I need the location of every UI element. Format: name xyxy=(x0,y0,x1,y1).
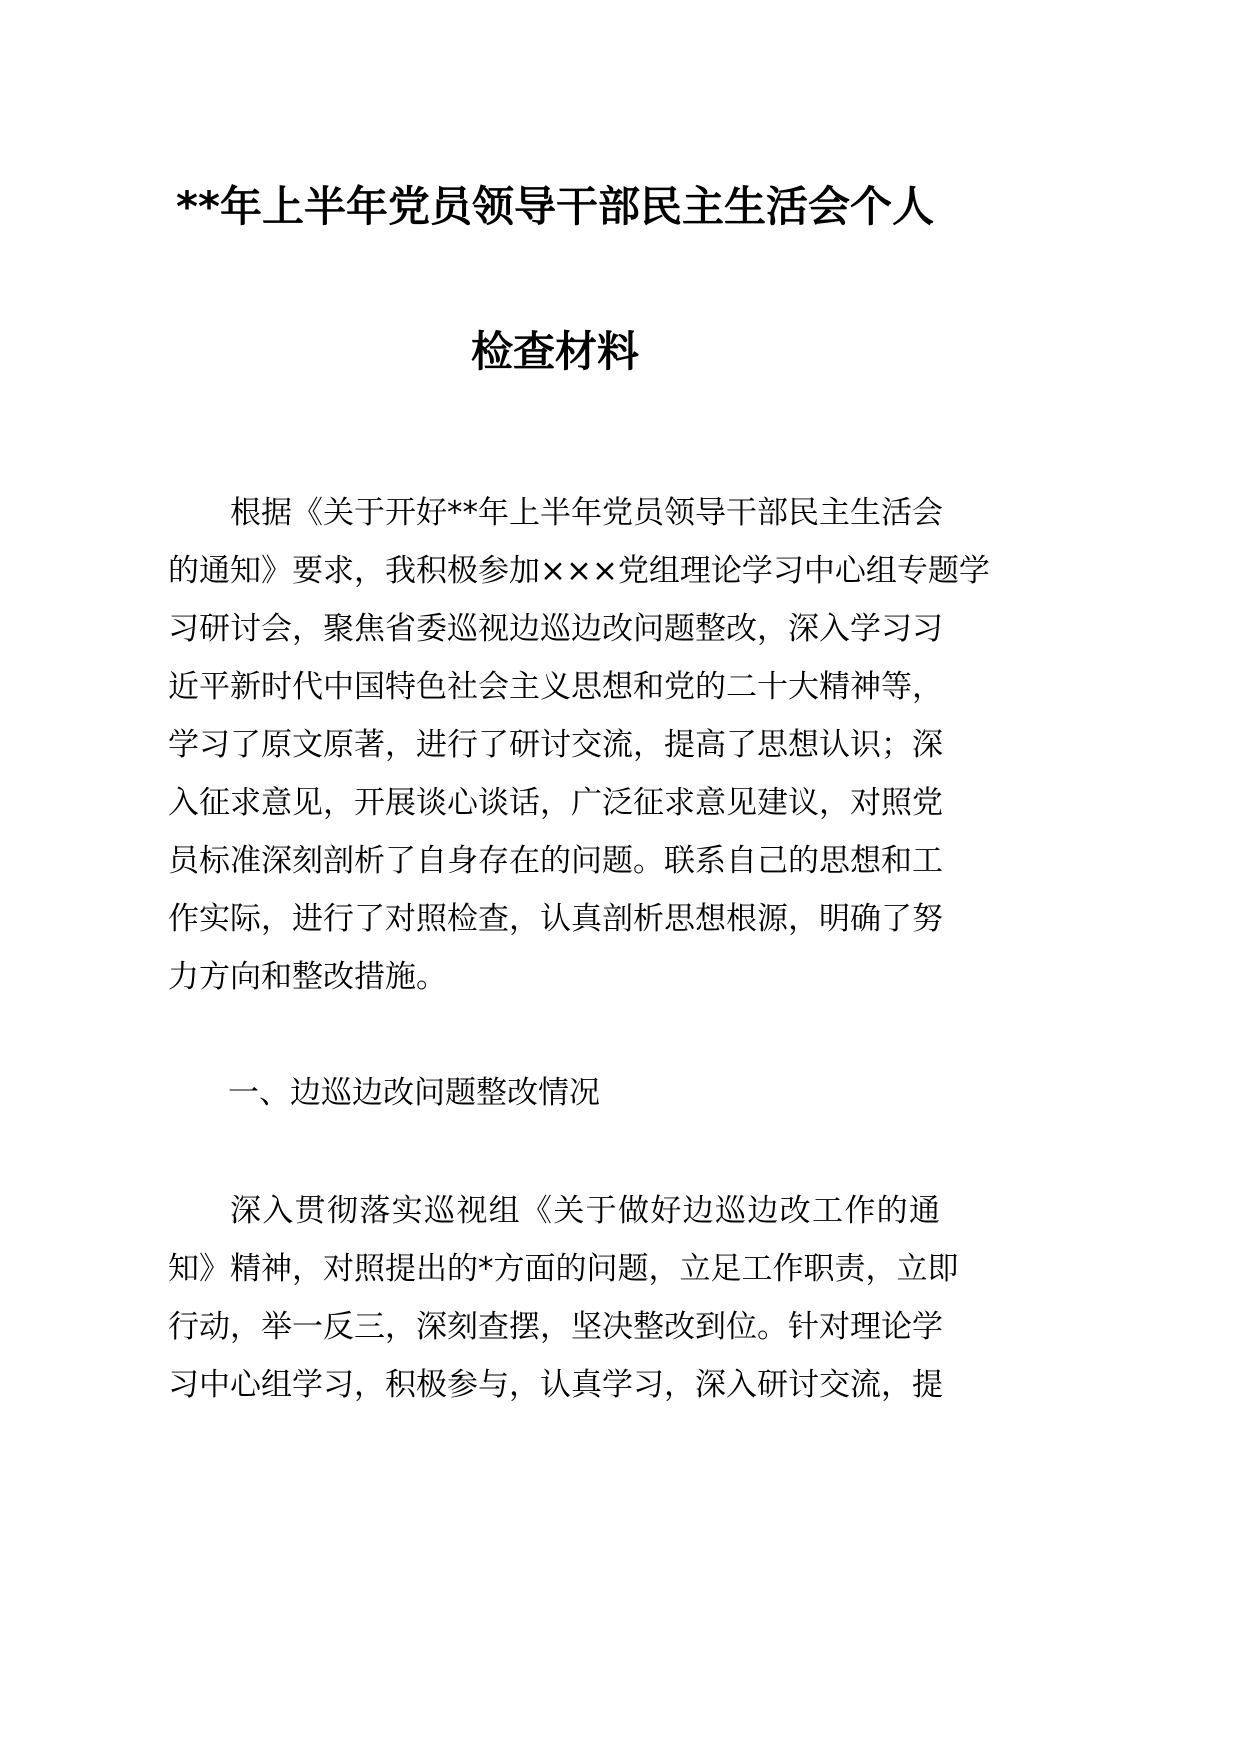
paragraph-line: 近平新时代中国特色社会主义思想和党的二十大精神等， xyxy=(168,669,943,705)
paragraph-line: 习中心组学习，积极参与，认真学习，深入研讨交流，提 xyxy=(168,1367,943,1403)
paragraph-line: 深入贯彻落实巡视组《关于做好边巡边改工作的通 xyxy=(230,1193,940,1229)
section-heading: 一、边巡边改问题整改情况 xyxy=(228,1075,600,1111)
paragraph-line: 员标准深刻剖析了自身存在的问题。联系自己的思想和工 xyxy=(168,843,943,879)
section-paragraph xyxy=(168,1182,959,1414)
paragraph-line: 行动，举一反三，深刻查摆，坚决整改到位。针对理论学 xyxy=(168,1309,943,1345)
document-title-line-1: **年上半年党员领导干部民主生活会个人 xyxy=(176,182,934,231)
intro-paragraph xyxy=(168,484,990,1006)
paragraph-line: 力方向和整改措施。 xyxy=(168,959,447,995)
paragraph-line: 学习了原文原著，进行了研讨交流，提高了思想认识；深 xyxy=(168,727,943,763)
document-title-line-2: 检查材料 xyxy=(470,327,639,376)
paragraph-line: 知》精神，对照提出的*方面的问题，立足工作职责，立即 xyxy=(168,1251,959,1287)
paragraph-line: 习研讨会，聚焦省委巡视边巡边改问题整改，深入学习习 xyxy=(168,611,943,647)
paragraph-line: 作实际，进行了对照检查，认真剖析思想根源，明确了努 xyxy=(168,901,943,937)
paragraph-line: 根据《关于开好**年上半年党员领导干部民主生活会 xyxy=(230,495,943,531)
paragraph-line: 入征求意见，开展谈心谈话，广泛征求意见建议，对照党 xyxy=(168,785,943,821)
paragraph-line: 的通知》要求，我积极参加×××党组理论学习中心组专题学 xyxy=(168,553,990,589)
